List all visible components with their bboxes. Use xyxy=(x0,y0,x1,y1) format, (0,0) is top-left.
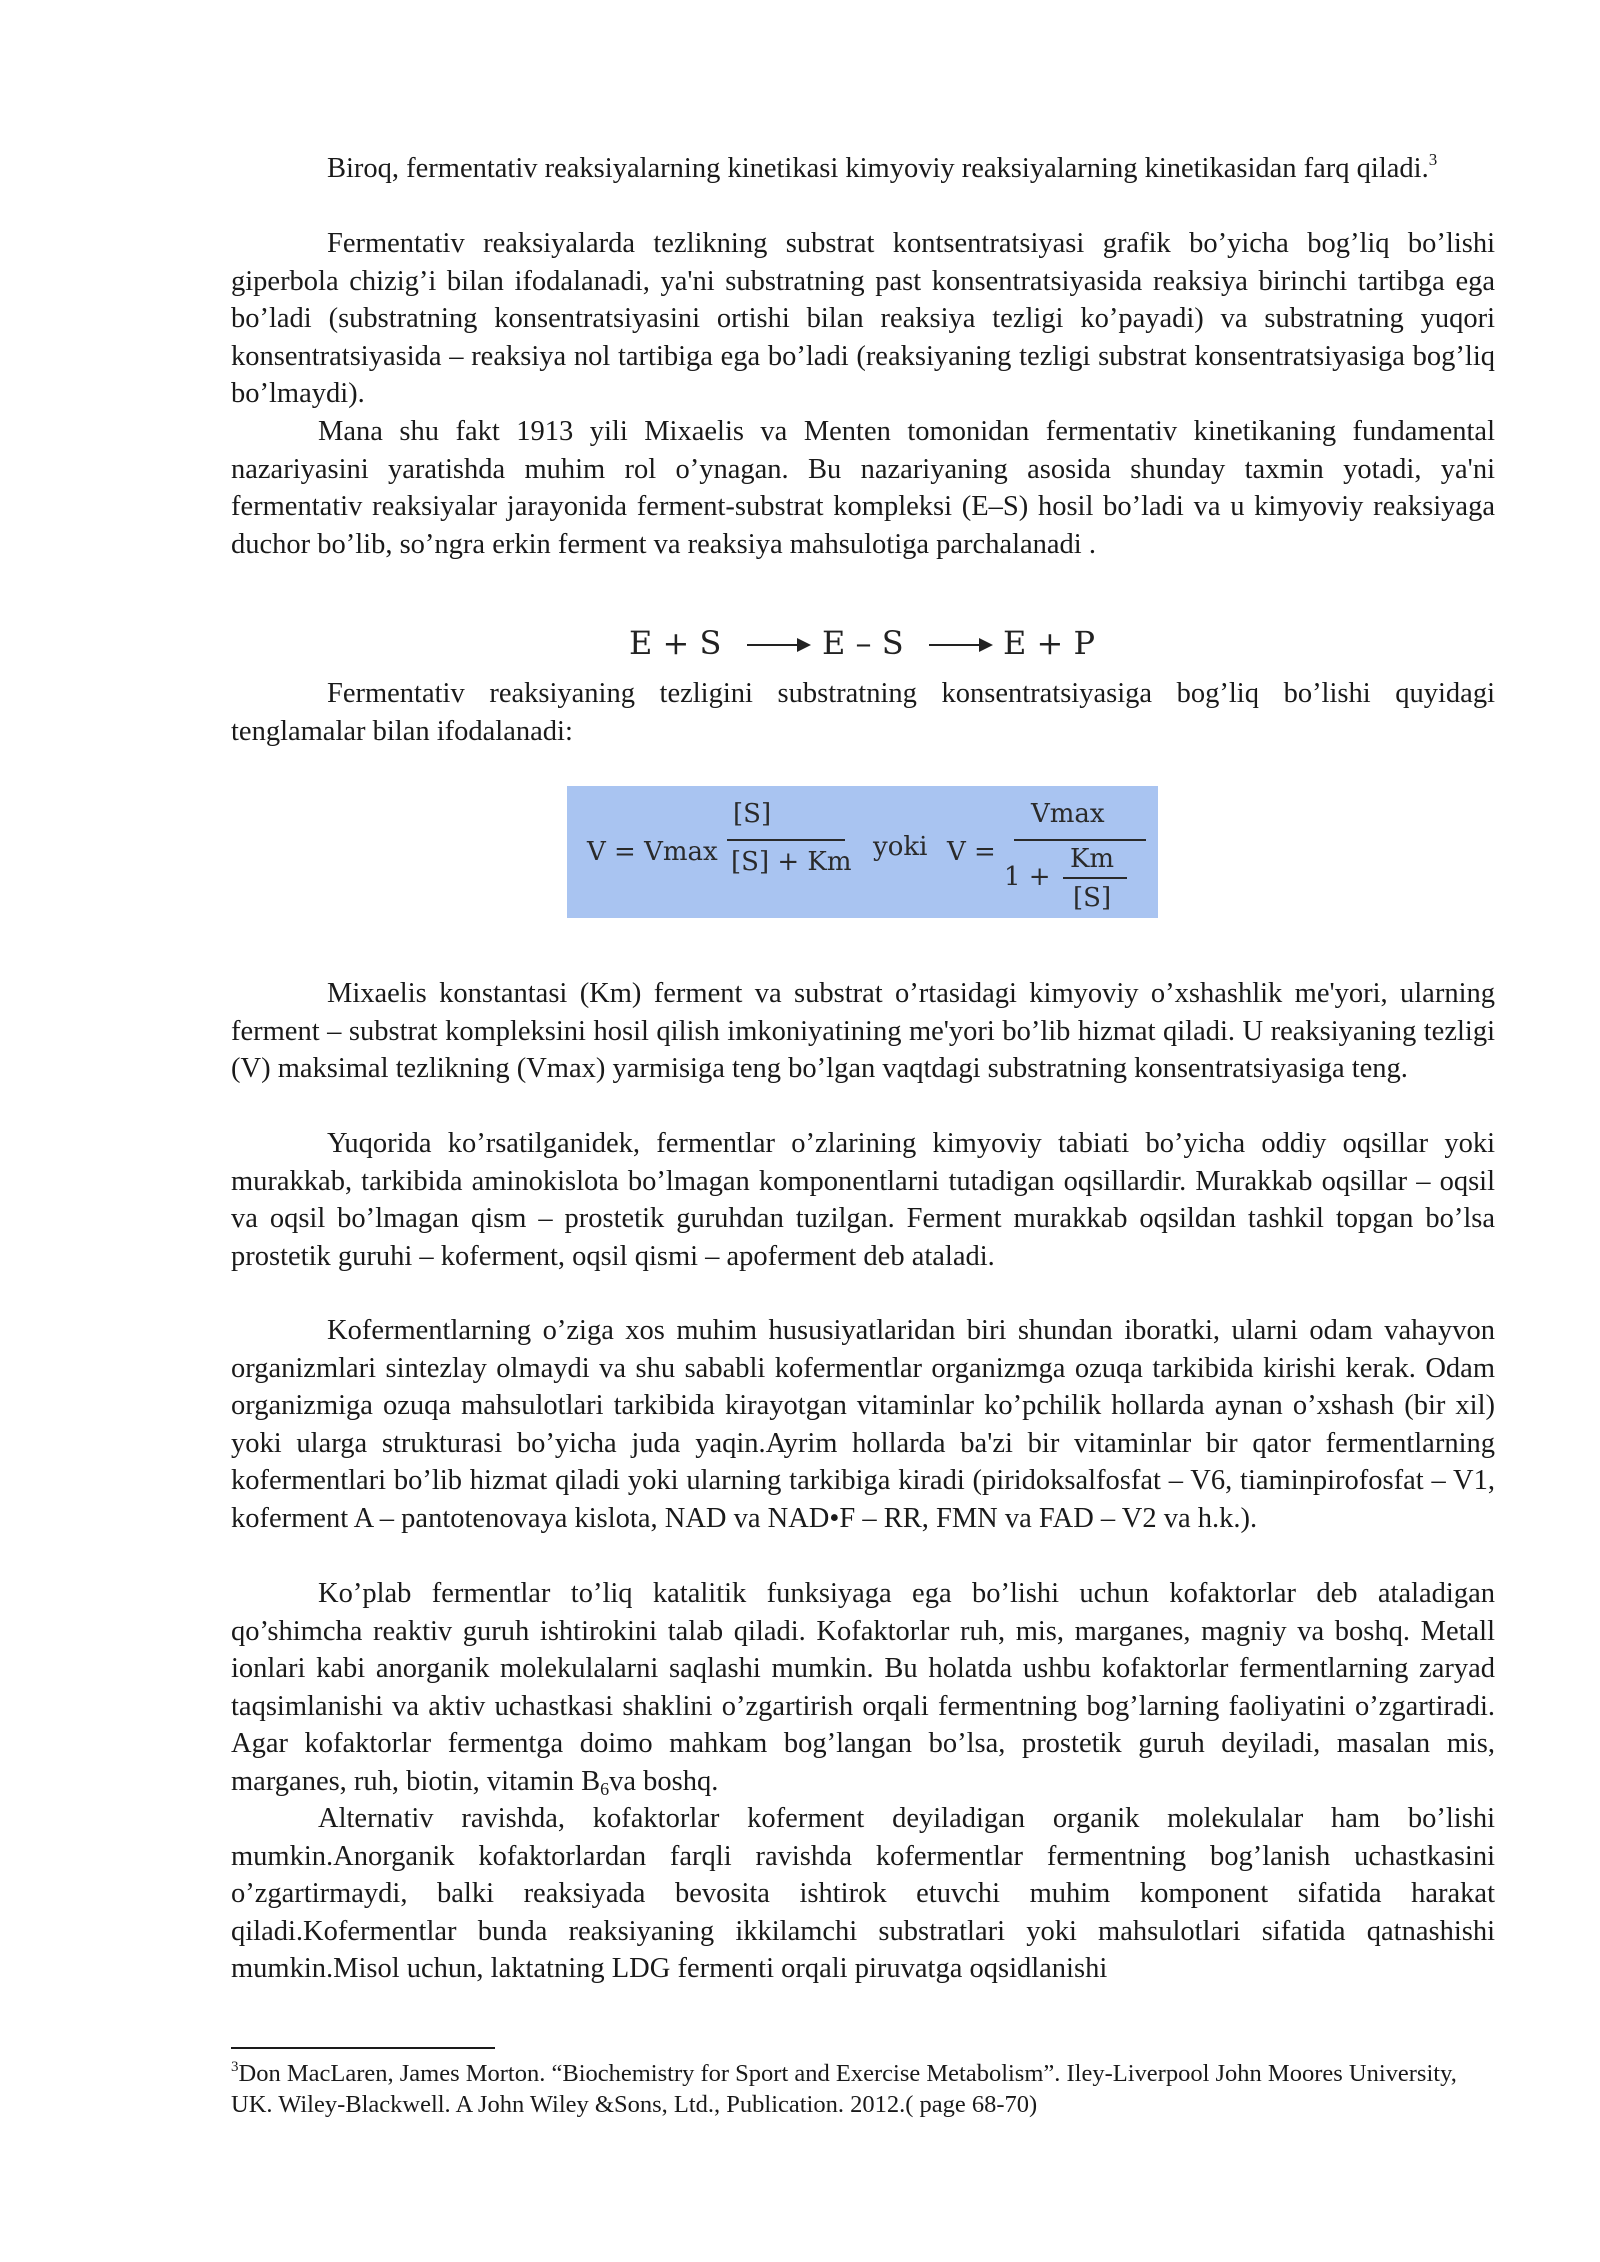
reaction-equation xyxy=(629,620,1149,666)
michaelis-menten-formula xyxy=(567,786,1158,918)
formula-denominator-1: [S] + Km xyxy=(731,847,852,877)
footnote-marker: 3 xyxy=(231,2059,239,2075)
paragraph-9: Alternativ ravishda, kofaktorlar koferment deyiladigan organik molekulalar ham bo’lishi mumkin.Anorganik kofaktorlardan farqli ravishda kofermentlar fermentning bog’lanish uchastkasini o’zgartirmaydi, balki reaksiyada bevosita ishtirok etuvchi muhim komponent sifatida harakat qiladi.Kofermentlar bunda reaksiyaning ikkilamchi substratlari yoki mahsulotlari sifatida qatnashishi mumkin.Misol uchun, laktatning LDG fermenti orqali piruvatga oqsidlanishi xyxy=(231,1803,1495,1984)
fraction-bar-3 xyxy=(1063,877,1127,879)
paragraph-1 xyxy=(231,150,1495,188)
paragraph-7: Kofermentlarning o’ziga xos muhim hususiyatlaridan biri shundan iboratki, ularni odam vahayvon organizmlari sintezlay olmaydi va shu sababli kofermentlar organizmga ozuqa tarkibida kirishi kerak. Odam organizmiga ozuqa mahsulotlari tarkibida kirayotgan vitaminlar ko’pchilik hollarda aynan o’xshash (bir xil) yoki ularga strukturasi bo’yicha juda yaqin.Ayrim hollarda ba'zi bir vitaminlar bir qator fermentlarning kofermentlari bo’lib hizmat qiladi yoki ularning tarkibiga kiradi (piridoksalfosfat – V6, tiaminpirofosfat – V1, koferment A – pantotenovaya kislota, NAD va NAD•F – RR, FMN va FAD – V2 va h.k.). xyxy=(231,1315,1495,1534)
reaction-products: E + P xyxy=(1003,624,1096,662)
paragraph-8-tail: va boshq. xyxy=(609,1765,719,1797)
formula-lhs-1: V = Vmax xyxy=(587,837,718,867)
formula-s: [S] xyxy=(1073,883,1112,913)
paragraph-8-text: Ko’plab fermentlar to’liq katalitik funksiyaga ega bo’lishi uchun kofaktorlar deb ataladigan qo’shimcha reaktiv guruh ishtirokini talab qiladi. Kofaktorlar ruh, mis, marganes, magniy va boshq. Metall ionlari kabi anorganik molekulalarni saqlashi mumkin. Bu holatda ushbu kofaktorlar fermentlarning zaryad taqsimlanishi va aktiv uchastkasi shaklini o’zgartirish orqali fermentning bog’larning faoliyatini o’zgartiradi. Agar kofaktorlar fermentga doimo mahkam bog’langan bo’lsa, prostetik guruh deyiladi, masalan mis, marganes, ruh, biotin, vitamin B xyxy=(231,1578,1495,1797)
paragraph-1-text: Biroq, fermentativ reaksiyalarning kinetikasi kimyoviy reaksiyalarning kinetikasidan farq qiladi. xyxy=(327,153,1429,184)
footnote-ref-3: 3 xyxy=(1428,150,1438,169)
paragraph-8 xyxy=(231,1575,1495,1800)
formula-lhs-2: V = xyxy=(947,837,996,867)
fraction-bar-2 xyxy=(1014,839,1146,841)
formula-km: Km xyxy=(1070,844,1115,874)
footnote-separator xyxy=(231,2047,495,2049)
fraction-bar-1 xyxy=(727,839,845,841)
paragraph-2: Fermentativ reaksiyalarda tezlikning substrat kontsentratsiyasi grafik bo’yicha bog’liq bo’lishi giperbola chizig’i bilan ifodalanadi, ya'ni substratning past konsentratsiyasida reaksiya birinchi tartibga ega bo’ladi (substratning konsentratsiyasini ortishi bilan reaksiya tezligi ko’payadi) va substratning yuqori konsentratsiyasida – reaksiya nol tartibiga ega bo’ladi (reaksiyaning tezligi substrat konsentratsiyasiga bog’liq bo’lmaydi). xyxy=(231,228,1495,409)
reaction-reactants: E + S xyxy=(629,624,722,662)
footnote xyxy=(231,2058,1495,2120)
paragraph-6: Yuqorida ko’rsatilganidek, fermentlar o’zlarining kimyoviy tabiati bo’yicha oddiy oqsillar yoki murakkab, tarkibida aminokislota bo’lmagan komponentlarni tutadigan oqsillardir. Murakkab oqsillar – oqsil va oqsil bo’lmagan qism – prostetik guruhdan tuzilgan. Ferment murakkab oqsildan tashkil topgan bo’lsa prostetik guruhi – koferment, oqsil qismi – apoferment deb ataladi. xyxy=(231,1128,1495,1272)
paragraph-3: Mana shu fakt 1913 yili Mixaelis va Menten tomonidan fermentativ kinetikaning fundamental nazariyasini yaratishda muhim rol o’ynagan. Bu nazariyaning asosida shunday taxmin yotadi, ya'ni fermentativ reaksiyalar jarayonida ferment-substrat kompleksi (E–S) hosil bo’ladi va u kimyoviy reaksiyaga duchor bo’lib, so’ngra erkin ferment va reaksiya mahsulotiga parchalanadi . xyxy=(231,416,1495,560)
reaction-arrow-1 xyxy=(747,644,809,646)
reaction-complex: E – S xyxy=(822,624,904,662)
formula-numerator-1: [S] xyxy=(733,799,772,829)
vitamin-subscript: 6 xyxy=(600,1778,610,1799)
formula-numerator-2: Vmax xyxy=(1031,799,1105,829)
formula-one-plus: 1 + xyxy=(1004,862,1051,892)
paragraph-5: Mixaelis konstantasi (Km) ferment va substrat o’rtasidagi kimyoviy o’xshashlik me'yori, ularning ferment – substrat kompleksini hosil qilish imkoniyatining me'yori bo’lib hizmat qiladi. U reaksiyaning tezligi (V) maksimal tezlikning (Vmax) yarmisiga teng bo’lgan vaqtdagi substratning konsentratsiyasiga teng. xyxy=(231,978,1495,1084)
paragraph-4: Fermentativ reaksiyaning tezligini substratning konsentratsiyasiga bog’liq bo’lishi quyidagi tenglamalar bilan ifodalanadi: xyxy=(231,678,1495,747)
reaction-arrow-2 xyxy=(929,644,991,646)
footnote-text: Don MacLaren, James Morton. “Biochemistry for Sport and Exercise Metabolism”. Iley-Liverpool John Moores University, UK. Wiley-Blackwell. A John Wiley &Sons, Ltd., Publication. 2012.( page 68-70) xyxy=(231,2060,1457,2118)
formula-yoki: yoki xyxy=(873,832,928,862)
